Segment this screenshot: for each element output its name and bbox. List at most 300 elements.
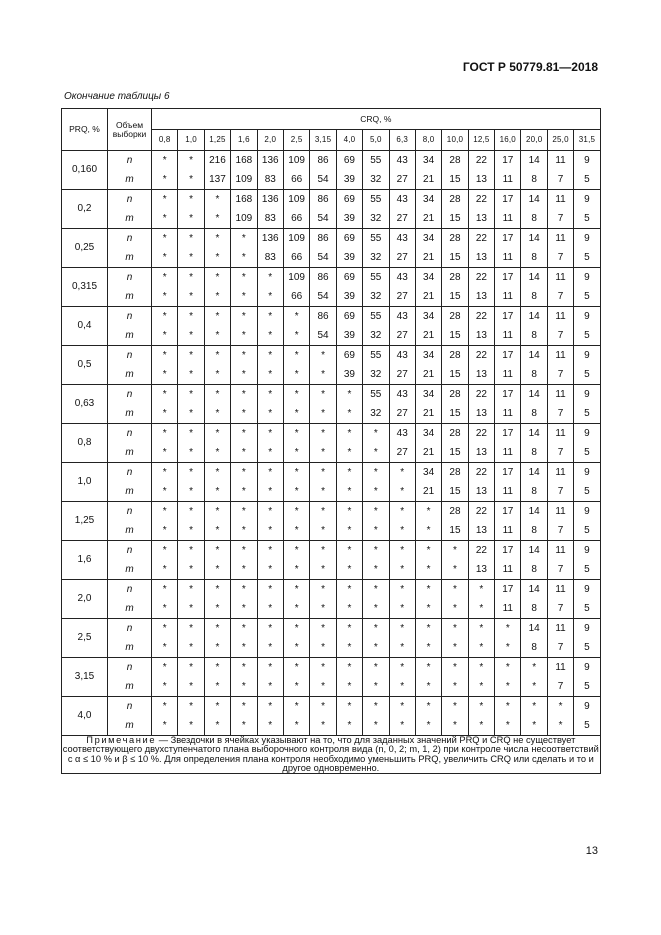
table-cell: * (231, 404, 257, 424)
table-cell: * (152, 716, 178, 736)
table-cell: * (336, 677, 362, 697)
sample-kind-label: n (108, 697, 152, 717)
table-cell: 28 (442, 424, 468, 444)
table-cell: * (204, 658, 230, 678)
table-cell: 11 (547, 502, 573, 522)
table-cell: 13 (468, 287, 494, 307)
table-cell: 11 (547, 619, 573, 639)
sample-kind-label: m (108, 482, 152, 502)
table-cell: * (336, 599, 362, 619)
table-cell: 7 (547, 287, 573, 307)
table-cell: * (178, 638, 204, 658)
table-cell: 22 (468, 502, 494, 522)
table-cell: 8 (521, 248, 547, 268)
table-cell: * (204, 326, 230, 346)
table-cell: * (152, 346, 178, 366)
table-cell: * (231, 521, 257, 541)
document-code: ГОСТ Р 50779.81—2018 (462, 60, 598, 74)
table-cell: 15 (442, 209, 468, 229)
table-cell: * (336, 385, 362, 405)
table-cell: * (204, 677, 230, 697)
table-cell: * (363, 463, 389, 483)
table-cell: 66 (283, 170, 309, 190)
table-cell: * (310, 580, 336, 600)
sample-kind-label: m (108, 170, 152, 190)
table-cell: * (363, 443, 389, 463)
table-cell: * (283, 385, 309, 405)
table-cell: * (152, 307, 178, 327)
table-cell: 9 (574, 268, 600, 288)
table-cell: * (204, 229, 230, 249)
table-cell: * (257, 580, 283, 600)
table-cell: 8 (521, 209, 547, 229)
table-cell: 11 (495, 248, 521, 268)
table-cell: 5 (574, 287, 600, 307)
sample-kind-label: n (108, 190, 152, 210)
table-cell: 14 (521, 385, 547, 405)
table-row (62, 229, 601, 249)
table-cell: 7 (547, 248, 573, 268)
table-cell: * (415, 697, 441, 717)
table-cell: 22 (468, 151, 494, 171)
table-cell: 14 (521, 424, 547, 444)
table-cell: * (521, 677, 547, 697)
table-cell: 9 (574, 346, 600, 366)
table-cell: * (310, 365, 336, 385)
table-cell: 11 (495, 326, 521, 346)
table-cell: 11 (547, 385, 573, 405)
table-cell: * (521, 658, 547, 678)
table-cell: * (283, 599, 309, 619)
table-cell: * (152, 365, 178, 385)
table-cell: * (310, 599, 336, 619)
table-cell: * (495, 619, 521, 639)
table-cell: 11 (495, 482, 521, 502)
table-cell: * (152, 560, 178, 580)
table-cell: * (442, 580, 468, 600)
table-cell: 34 (415, 190, 441, 210)
table-cell: * (336, 482, 362, 502)
crq-value-header: 8,0 (415, 130, 441, 151)
table-cell: 27 (389, 365, 415, 385)
table-cell: 8 (521, 521, 547, 541)
table-cell: * (204, 248, 230, 268)
prq-value: 0,2 (62, 190, 108, 229)
table-cell: 55 (363, 307, 389, 327)
table-cell: * (231, 638, 257, 658)
table-cell: 137 (204, 170, 230, 190)
table-cell: * (283, 424, 309, 444)
table-cell: * (310, 697, 336, 717)
table-cell: 43 (389, 229, 415, 249)
table-cell: * (495, 658, 521, 678)
prq-value: 0,4 (62, 307, 108, 346)
table-cell: 15 (442, 326, 468, 346)
table-cell: 32 (363, 170, 389, 190)
table-cell: 22 (468, 385, 494, 405)
table-cell: * (363, 541, 389, 561)
page-number: 13 (585, 845, 598, 857)
sample-kind-label: n (108, 307, 152, 327)
table-cell: * (231, 541, 257, 561)
table-cell: 11 (495, 170, 521, 190)
table-cell: 54 (310, 209, 336, 229)
table-cell: * (231, 619, 257, 639)
table-cell: * (152, 229, 178, 249)
table-cell: 13 (468, 365, 494, 385)
table-cell: * (257, 287, 283, 307)
sample-kind-label: n (108, 424, 152, 444)
table-cell: * (310, 502, 336, 522)
table-cell: * (257, 658, 283, 678)
table-cell: 14 (521, 307, 547, 327)
crq-value-header: 20,0 (521, 130, 547, 151)
sample-kind-label: n (108, 385, 152, 405)
table-cell: 5 (574, 365, 600, 385)
prq-value: 4,0 (62, 697, 108, 736)
table-cell: 11 (495, 521, 521, 541)
table-cell: 39 (336, 326, 362, 346)
table-cell: * (231, 502, 257, 522)
table-cell: 5 (574, 326, 600, 346)
table-row (62, 502, 601, 522)
crq-value-header: 31,5 (574, 130, 600, 151)
crq-value-header: 4,0 (336, 130, 362, 151)
table-cell: * (336, 697, 362, 717)
table-cell: 43 (389, 307, 415, 327)
table-cell: * (204, 190, 230, 210)
table-cell: 27 (389, 209, 415, 229)
table-cell: 13 (468, 248, 494, 268)
table-cell: 54 (310, 326, 336, 346)
table-cell: 9 (574, 424, 600, 444)
table-cell: * (204, 638, 230, 658)
table-cell: * (231, 268, 257, 288)
table-cell: * (178, 619, 204, 639)
table-cell: 17 (495, 385, 521, 405)
prq-value: 0,5 (62, 346, 108, 385)
table-cell: 34 (415, 307, 441, 327)
crq-value-header: 10,0 (442, 130, 468, 151)
crq-value-header: 1,25 (204, 130, 230, 151)
table-cell: 14 (521, 268, 547, 288)
table-cell: * (152, 482, 178, 502)
table-cell: * (415, 638, 441, 658)
table-cell: * (257, 424, 283, 444)
note-text: — Звездочки в ячейках указывают на то, что для заданных значений PRQ и CRQ не существует соответствующего двухступенчатого плана выборочного контроля вида (n, 0, 2; m, 1, 2) при контроле числа несоответствий с α ≤ 10 % и β ≤ 10 %. Для определения плана контроля необходимо уменьшить PRQ, увеличить CRQ или сделать и то и другое одновременно. (62, 735, 599, 773)
table-cell: 43 (389, 424, 415, 444)
table-cell: 11 (495, 287, 521, 307)
table-cell: * (336, 502, 362, 522)
table-cell: 9 (574, 151, 600, 171)
table-cell: 27 (389, 287, 415, 307)
table-cell: * (468, 677, 494, 697)
table-cell: * (204, 541, 230, 561)
table-cell: * (363, 599, 389, 619)
table-cell: * (336, 424, 362, 444)
table-cell: * (310, 716, 336, 736)
table-cell: 168 (231, 151, 257, 171)
table-cell: 7 (547, 326, 573, 346)
table-cell: * (257, 346, 283, 366)
table-cell: 5 (574, 521, 600, 541)
table-cell: 69 (336, 190, 362, 210)
table-row (62, 404, 601, 424)
table-row (62, 170, 601, 190)
table-cell: * (257, 638, 283, 658)
table-cell: 9 (574, 463, 600, 483)
table-cell: 14 (521, 541, 547, 561)
prq-value: 1,25 (62, 502, 108, 541)
table-cell: 43 (389, 346, 415, 366)
table-cell: 83 (257, 209, 283, 229)
table-cell: * (178, 599, 204, 619)
table-cell: * (178, 424, 204, 444)
table-cell: * (231, 697, 257, 717)
table-cell: 21 (415, 248, 441, 268)
table-note (62, 736, 601, 774)
table-cell: * (257, 385, 283, 405)
table-cell: 11 (495, 365, 521, 385)
table-cell: * (283, 463, 309, 483)
table-cell: * (415, 580, 441, 600)
table-cell: 9 (574, 697, 600, 717)
table-cell: * (389, 599, 415, 619)
table-cell: 7 (547, 170, 573, 190)
table-cell: 8 (521, 170, 547, 190)
table-row (62, 463, 601, 483)
table-cell: * (442, 541, 468, 561)
table-cell: 14 (521, 229, 547, 249)
table-cell: * (415, 502, 441, 522)
table-cell: 55 (363, 190, 389, 210)
table-cell: 83 (257, 248, 283, 268)
table-cell: * (231, 716, 257, 736)
table-cell: * (257, 482, 283, 502)
table-cell: 11 (547, 541, 573, 561)
table-cell: * (415, 541, 441, 561)
table-cell: 14 (521, 502, 547, 522)
prq-value: 1,6 (62, 541, 108, 580)
table-cell: * (468, 599, 494, 619)
table-cell: * (468, 716, 494, 736)
table-cell: * (152, 541, 178, 561)
table-cell: 11 (495, 404, 521, 424)
table-cell: 11 (495, 443, 521, 463)
crq-value-header: 0,8 (152, 130, 178, 151)
table-cell: 15 (442, 287, 468, 307)
crq-value-header: 12,5 (468, 130, 494, 151)
table-cell: * (389, 638, 415, 658)
prq-value: 0,315 (62, 268, 108, 307)
table-cell: * (178, 170, 204, 190)
table-cell: * (152, 443, 178, 463)
table-cell: * (336, 580, 362, 600)
table-cell: * (204, 560, 230, 580)
table-row (62, 268, 601, 288)
table-cell: 86 (310, 151, 336, 171)
table-cell: * (257, 326, 283, 346)
crq-value-header: 16,0 (495, 130, 521, 151)
table-cell: * (547, 697, 573, 717)
table-cell: * (231, 560, 257, 580)
table-cell: 32 (363, 365, 389, 385)
crq-value-header: 1,6 (231, 130, 257, 151)
table-cell: 83 (257, 170, 283, 190)
table-cell: * (231, 658, 257, 678)
table-cell: 136 (257, 229, 283, 249)
table-cell: 39 (336, 365, 362, 385)
table-cell: 34 (415, 385, 441, 405)
prq-value: 2,5 (62, 619, 108, 658)
table-cell: 14 (521, 151, 547, 171)
table-cell: 17 (495, 424, 521, 444)
table-cell: * (231, 482, 257, 502)
table-cell: 43 (389, 385, 415, 405)
table-cell: 13 (468, 209, 494, 229)
table-cell: 11 (547, 658, 573, 678)
table-cell: 22 (468, 424, 494, 444)
table-cell: * (152, 190, 178, 210)
table-cell: * (283, 502, 309, 522)
table-cell: 21 (415, 209, 441, 229)
table-cell: * (468, 580, 494, 600)
table-cell: * (336, 560, 362, 580)
table-cell: 43 (389, 151, 415, 171)
table-cell: * (257, 619, 283, 639)
table-cell: * (336, 541, 362, 561)
table-cell: * (283, 365, 309, 385)
table-cell: * (442, 716, 468, 736)
table-cell: 109 (231, 170, 257, 190)
table-cell: 168 (231, 190, 257, 210)
table-cell: * (310, 424, 336, 444)
table-cell: 5 (574, 599, 600, 619)
table-cell: * (178, 307, 204, 327)
table-row (62, 677, 601, 697)
table-cell: * (336, 658, 362, 678)
table-cell: * (389, 619, 415, 639)
table-row (62, 521, 601, 541)
sample-kind-label: n (108, 502, 152, 522)
table-cell: 7 (547, 209, 573, 229)
table-cell: 32 (363, 326, 389, 346)
table-cell: * (178, 346, 204, 366)
table-cell: 39 (336, 287, 362, 307)
table-cell: 15 (442, 482, 468, 502)
table-cell: * (178, 365, 204, 385)
table-cell: * (257, 463, 283, 483)
table-cell: * (178, 541, 204, 561)
prq-value: 0,25 (62, 229, 108, 268)
table-cell: 27 (389, 326, 415, 346)
table-cell: 34 (415, 151, 441, 171)
table-cell: * (310, 463, 336, 483)
table-cell: 8 (521, 287, 547, 307)
table-cell: 86 (310, 307, 336, 327)
table-cell: * (283, 638, 309, 658)
table-cell: 39 (336, 209, 362, 229)
table-cell: 8 (521, 404, 547, 424)
table-cell: * (231, 677, 257, 697)
prq-value: 0,160 (62, 151, 108, 190)
table-cell: 55 (363, 346, 389, 366)
table-cell: * (152, 697, 178, 717)
table-cell: * (204, 716, 230, 736)
table-cell: 21 (415, 287, 441, 307)
table-cell: * (178, 209, 204, 229)
table-cell: 32 (363, 404, 389, 424)
table-cell: 22 (468, 541, 494, 561)
table-cell: * (152, 248, 178, 268)
table-cell: 9 (574, 229, 600, 249)
table-cell: * (178, 697, 204, 717)
table-cell: * (257, 365, 283, 385)
prq-value: 2,0 (62, 580, 108, 619)
table-cell: 109 (283, 190, 309, 210)
table-cell: 21 (415, 482, 441, 502)
table-cell: 17 (495, 502, 521, 522)
table-cell: 28 (442, 268, 468, 288)
table-cell: 9 (574, 541, 600, 561)
table-cell: 28 (442, 385, 468, 405)
table-cell: 9 (574, 658, 600, 678)
table-cell: 28 (442, 502, 468, 522)
table-cell: 15 (442, 443, 468, 463)
table-cell: * (231, 365, 257, 385)
table-cell: * (257, 599, 283, 619)
table-cell: * (310, 346, 336, 366)
table-cell: 14 (521, 346, 547, 366)
table-cell: 13 (468, 170, 494, 190)
table-cell: 9 (574, 502, 600, 522)
table-cell: 69 (336, 151, 362, 171)
prq-value: 1,0 (62, 463, 108, 502)
table-cell: * (521, 697, 547, 717)
table-cell: * (152, 151, 178, 171)
table-cell: * (283, 443, 309, 463)
sample-kind-label: n (108, 580, 152, 600)
table-cell: 34 (415, 229, 441, 249)
table-cell: * (178, 716, 204, 736)
crq-value-header: 25,0 (547, 130, 573, 151)
table-cell: 66 (283, 209, 309, 229)
table-cell: * (257, 443, 283, 463)
table-cell: 55 (363, 151, 389, 171)
table-row (62, 716, 601, 736)
table-cell: * (204, 443, 230, 463)
table-cell: * (363, 521, 389, 541)
table-cell: 11 (547, 346, 573, 366)
table-cell: 136 (257, 151, 283, 171)
table-cell: * (442, 697, 468, 717)
table-row (62, 287, 601, 307)
table-cell: 55 (363, 385, 389, 405)
table-cell: * (283, 580, 309, 600)
table-cell: * (204, 287, 230, 307)
table-cell: * (204, 697, 230, 717)
table-cell: * (283, 716, 309, 736)
table-cell: * (283, 677, 309, 697)
table-cell: 28 (442, 463, 468, 483)
table-cell: * (415, 521, 441, 541)
sample-kind-label: n (108, 346, 152, 366)
sampling-plan-table (61, 108, 601, 774)
table-cell: 69 (336, 307, 362, 327)
sample-kind-label: n (108, 619, 152, 639)
table-cell: * (283, 560, 309, 580)
table-cell: * (363, 677, 389, 697)
